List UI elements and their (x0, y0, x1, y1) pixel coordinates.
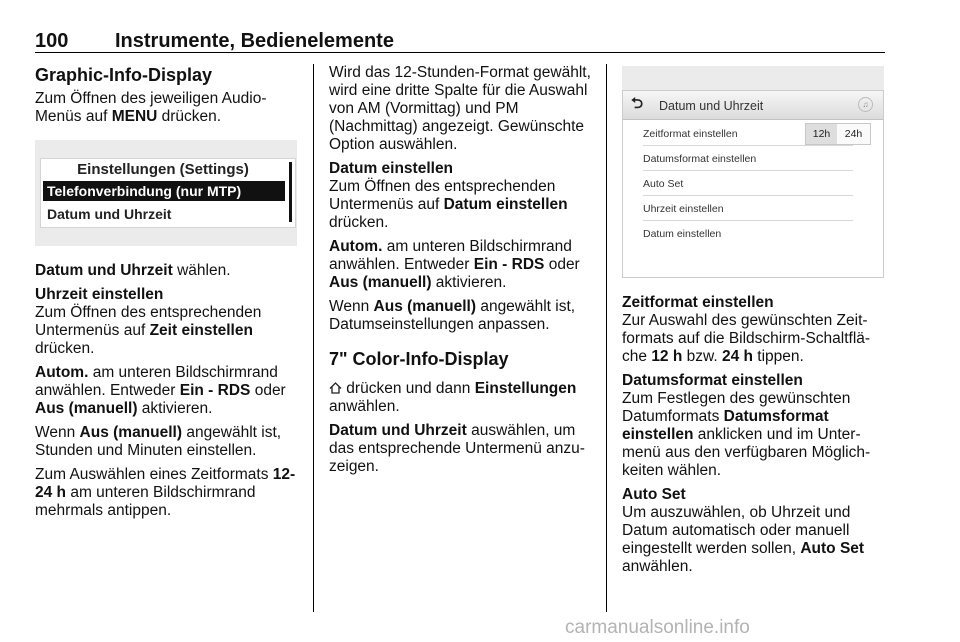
paragraph: Zum Öffnen des entsprechenden Untermenüs auf Zeit einstellen drücken. (35, 304, 262, 357)
keyword: Datumsformat einstellen (622, 408, 829, 443)
keyword: Aus (manuell) (35, 400, 138, 417)
paragraph: Datum und Uhrzeit wählen. (35, 262, 231, 279)
menu-row: Datum einstellen (643, 228, 722, 240)
column-divider-2 (606, 64, 607, 612)
keyword: 12-24 h (35, 466, 296, 501)
keyword: Einstellungen (474, 380, 577, 397)
paragraph: Autom. am unteren Bildschirmrand anwählen. Entweder Ein - RDS oder Aus (manuell) aktivieren. (329, 238, 580, 291)
menu-row: Uhrzeit einstellen (643, 198, 853, 221)
menu-item-selected: Telefonverbindung (nur MTP) (43, 181, 285, 201)
settings-screen-illustration (35, 140, 297, 246)
scrollbar-icon (289, 162, 292, 222)
keyword: Datum und Uhrzeit (35, 262, 173, 279)
subheading-zeitformat: Zeitformat einstellen (622, 294, 774, 311)
toggle-24h: 24h (844, 128, 863, 140)
display-frame (40, 158, 296, 228)
keyword: Aus (manuell) (373, 298, 477, 315)
keyword: Aus (manuell) (79, 424, 183, 441)
screen-title: Einstellungen (Settings) (77, 161, 249, 178)
music-note-icon: ♫ (858, 97, 873, 112)
paragraph: Autom. am unteren Bildschirmrand anwählen. Entweder Ein - RDS oder Aus (manuell) aktivieren. (35, 364, 286, 417)
subheading-uhrzeit: Uhrzeit einstellen (35, 286, 164, 303)
keyword: 24 h (721, 348, 753, 365)
keyword: Datum einstellen (443, 196, 568, 213)
column-1 (35, 64, 297, 526)
toggle-12h: 12h (806, 124, 837, 144)
section-heading-color-info: 7" Color-Info-Display (329, 349, 509, 369)
subheading-datum: Datum einstellen (329, 160, 454, 177)
column-2 (329, 64, 591, 482)
menu-row: Datumsformat einstellen (643, 148, 853, 171)
keyword: Datum und Uhrzeit (329, 422, 467, 439)
paragraph: Zum Festlegen des gewünschten Datumformats Datumsformat einstellen anklicken und im Unter-menü aus den verfügbaren Möglich-keiten wählen. (622, 390, 871, 479)
date-time-screen-illustration (622, 66, 884, 276)
keyword: 12 h (651, 348, 683, 365)
time-format-toggle (805, 123, 871, 145)
paragraph: Zum Auswählen eines Zeitformats 12-24 h am unteren Bildschirmrand mehrmals antippen. (35, 466, 296, 519)
menu-row: Zeitformat einstellen (643, 123, 853, 146)
keyword: Ein - RDS (473, 256, 545, 273)
paragraph: Datum und Uhrzeit auswählen, um das entsprechende Untermenü anzu-zeigen. (329, 422, 585, 475)
watermark: carmanualsonline.info (565, 617, 750, 638)
page-number: 100 (35, 30, 69, 52)
menu-item: Datum und Uhrzeit (47, 206, 172, 222)
keyword: Aus (manuell) (329, 274, 432, 291)
home-icon (329, 382, 342, 394)
paragraph: Wenn Aus (manuell) angewählt ist, Stunden und Minuten einstellen. (35, 424, 282, 459)
chapter-title: Instrumente, Bedienelemente (115, 30, 394, 52)
keyword: Ein - RDS (179, 382, 251, 399)
paragraph: drücken und dann Einstellungen anwählen. (329, 380, 577, 415)
keyword: Autom. (35, 364, 89, 381)
section-heading-graphic-info: Graphic-Info-Display (35, 65, 213, 85)
paragraph: Wenn Aus (manuell) angewählt ist, Datumseinstellungen anpassen. (329, 298, 576, 333)
keyword: MENU (111, 108, 158, 125)
screen-title-bar (623, 91, 883, 120)
screen-title: Datum und Uhrzeit (659, 99, 764, 113)
keyword: Zeit einstellen (149, 322, 253, 339)
display-frame (622, 90, 884, 278)
paragraph: Zum Öffnen des entsprechenden Untermenüs auf Datum einstellen drücken. (329, 178, 568, 231)
back-arrow-icon: ⮌ (631, 95, 644, 112)
column-divider-1 (313, 64, 314, 612)
paragraph: Zur Auswahl des gewünschten Zeit-formats auf die Bildschirm-Schaltflä-che 12 h bzw. 24 h tippen. (622, 312, 871, 365)
column-3 (622, 64, 884, 582)
paragraph: Zum Öffnen des jeweiligen Audio-Menüs auf MENU drücken. (35, 90, 267, 125)
paragraph: Um auszuwählen, ob Uhrzeit und Datum automatisch oder manuell eingestellt werden sollen, Auto Set anwählen. (622, 504, 865, 575)
paragraph: Wird das 12-Stunden-Format gewählt, wird eine dritte Spalte für die Auswahl von AM (Vormittag) und PM (Nachmittag) angezeigt. Gewünschte Option auswählen. (329, 64, 591, 153)
page-header (35, 30, 885, 52)
keyword: Auto Set (800, 540, 865, 557)
header-rule (35, 52, 885, 53)
subheading-auto-set: Auto Set (622, 486, 686, 503)
menu-row: Auto Set (643, 173, 853, 196)
subheading-datumsformat: Datumsformat einstellen (622, 372, 803, 389)
keyword: Autom. (329, 238, 383, 255)
